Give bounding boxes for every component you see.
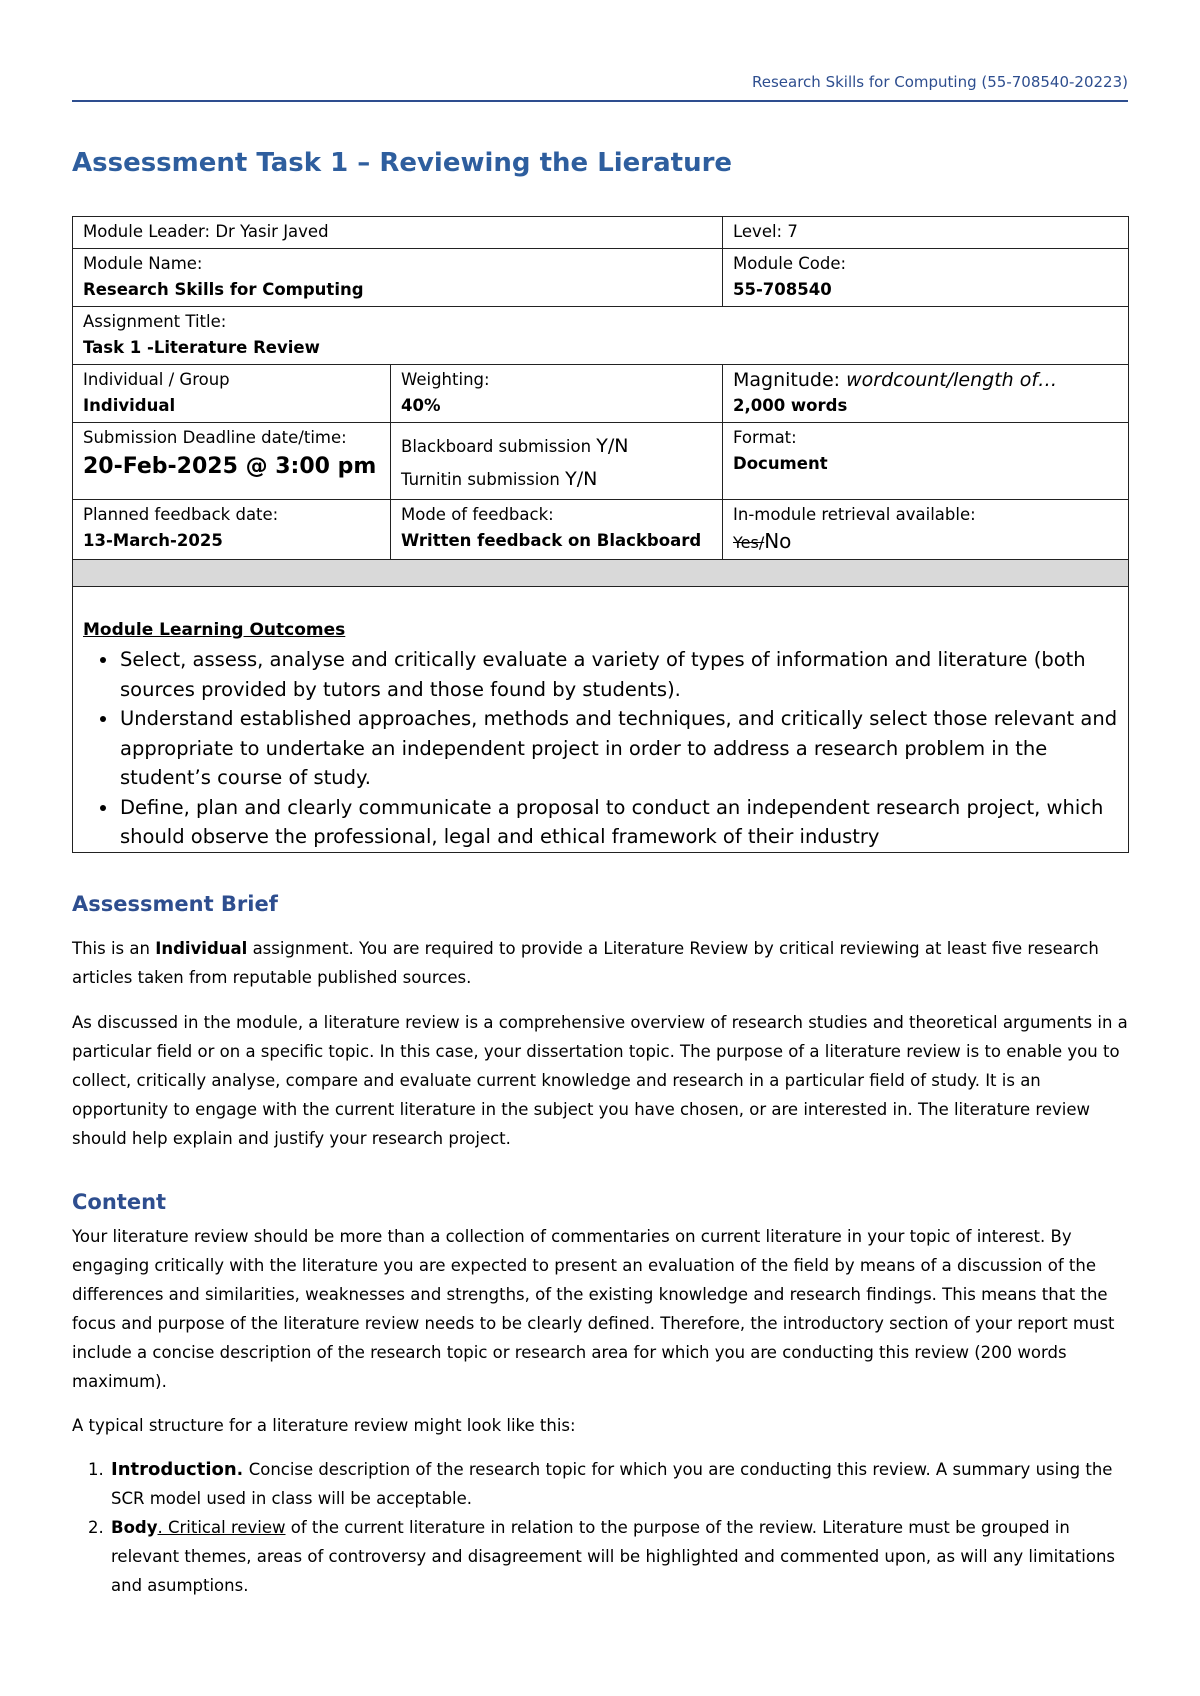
assessment-info-table bbox=[72, 216, 1129, 853]
module-leader: Module Leader: Dr Yasir Javed bbox=[83, 222, 329, 241]
text-run: . bbox=[236, 1460, 249, 1479]
magnitude-label-line bbox=[733, 367, 1118, 393]
list-item: • Select, assess, analyse and critically evaluate a variety of types of information and literature (both sources provided by tutors and those found by students). bbox=[119, 645, 1118, 704]
module-code-cell bbox=[723, 249, 1129, 307]
list-item: • Define, plan and clearly communicate a proposal to conduct an independent research project, which should observe the professional, legal and ethical framework of their industry bbox=[119, 793, 1118, 852]
individual-group: Individual bbox=[83, 396, 176, 415]
magnitude-hint: wordcount/length of… bbox=[846, 369, 1058, 391]
assessment-brief-section bbox=[72, 892, 1128, 1153]
module-code-label: Module Code: bbox=[733, 254, 847, 273]
retrieval-cell bbox=[723, 500, 1129, 560]
content-paragraph-1: Your literature review should be more than a collection of commentaries on current literature in your topic of interest. By engaging critically with the literature you are expected to present an evaluation of the field by means of a discussion of the differences and similarities, weaknesses and strengths, of the existing knowledge and research findings. This means that the focus and purpose of the literature review needs to be clearly defined. Therefore, the introductory section of your report must include a concise description of the research topic or research area for which you are conducting this review (200 words maximum). bbox=[72, 1227, 1115, 1391]
content-paragraph-2: A typical structure for a literature review might look like this: bbox=[72, 1416, 576, 1435]
individual-emphasis: Individual bbox=[155, 939, 248, 958]
assignment-title: Task 1 -Literature Review bbox=[83, 338, 320, 357]
format-cell bbox=[723, 423, 1129, 500]
magnitude-label: Magnitude: bbox=[733, 369, 847, 391]
brief-paragraph-2: As discussed in the module, a literature review is a comprehensive overview of research studies and theoretical arguments in a particular field or on a specific topic. In this case, your dissertation topic. The purpose of a literature review is to enable you to collect, critically analyse, compare and evaluate current knowledge and research in a particular field of study. It is an opportunity to engage with the current literature in the subject you have chosen, or are interested in. The literature review should help explain and justify your research project. bbox=[72, 1013, 1128, 1148]
feedback-mode: Written feedback on Blackboard bbox=[401, 531, 702, 550]
blackboard-value: Y/N bbox=[596, 435, 629, 457]
critical-review-link: Critical review bbox=[167, 1518, 286, 1537]
blackboard-line bbox=[401, 430, 712, 463]
individual-group-cell bbox=[73, 365, 391, 423]
format-label: Format: bbox=[733, 428, 797, 447]
magnitude: 2,000 words bbox=[733, 396, 848, 415]
retrieval-struck: Yes/ bbox=[733, 533, 765, 552]
weighting: 40% bbox=[401, 396, 441, 415]
page-header bbox=[72, 70, 1128, 102]
assignment-title-label: Assignment Title: bbox=[83, 312, 227, 331]
page-title: Assessment Task 1 – Reviewing the Lierature bbox=[72, 148, 733, 178]
blackboard-label: Blackboard submission bbox=[401, 437, 597, 456]
list-item-head: Body bbox=[111, 1518, 158, 1537]
header-course: Research Skills for Computing (55-708540-20223) bbox=[752, 73, 1128, 91]
retrieval-value: No bbox=[764, 529, 792, 553]
level: Level: 7 bbox=[733, 222, 798, 241]
turnitin-value: Y/N bbox=[565, 468, 598, 490]
structure-list bbox=[72, 1455, 1128, 1600]
assessment-brief-heading: Assessment Brief bbox=[72, 892, 278, 916]
turnitin-line bbox=[401, 463, 712, 496]
list-item-text: of the current literature in relation to the purpose of the review. Literature must be grouped in relevant themes, areas of controversy and disagreement will be highlighted and commented upon, as will any limitations and asumptions. bbox=[111, 1518, 1116, 1595]
list-item bbox=[109, 1513, 1128, 1600]
module-leader-cell bbox=[73, 217, 723, 249]
individual-group-label: Individual / Group bbox=[83, 370, 230, 389]
weighting-cell bbox=[391, 365, 723, 423]
list-item: • Understand established approaches, methods and techniques, and critically select those relevant and appropriate to undertake an independent project in order to address a research problem in the student’s course of study. bbox=[119, 704, 1118, 793]
assignment-title-cell bbox=[73, 307, 1129, 365]
list-item-text: Concise description of the research topic for which you are conducting this review. A summary using the SCR model used in class will be acceptable. bbox=[111, 1460, 1113, 1508]
learning-outcomes-title: Module Learning Outcomes bbox=[83, 620, 346, 640]
text-run: . bbox=[157, 1518, 168, 1537]
retrieval-line bbox=[733, 528, 1118, 556]
feedback-date: 13-March-2025 bbox=[83, 531, 223, 550]
feedback-mode-label: Mode of feedback: bbox=[401, 505, 554, 524]
text-run: This is an bbox=[72, 939, 156, 958]
weighting-label: Weighting: bbox=[401, 370, 490, 389]
module-name: Research Skills for Computing bbox=[83, 280, 364, 299]
submission-cell bbox=[391, 423, 723, 500]
list-item bbox=[109, 1455, 1128, 1513]
learning-outcomes-cell bbox=[73, 587, 1129, 853]
module-code: 55-708540 bbox=[733, 280, 832, 299]
format: Document bbox=[733, 454, 828, 473]
content-section bbox=[72, 1190, 1128, 1600]
shaded-divider-row bbox=[73, 560, 1129, 587]
deadline-label: Submission Deadline date/time: bbox=[83, 428, 347, 447]
content-heading: Content bbox=[72, 1190, 167, 1214]
feedback-date-cell bbox=[73, 500, 391, 560]
brief-paragraph-1 bbox=[72, 934, 1128, 992]
level-cell bbox=[723, 217, 1129, 249]
deadline-cell bbox=[73, 423, 391, 500]
magnitude-cell bbox=[723, 365, 1129, 423]
deadline: 20-Feb-2025 @ 3:00 pm bbox=[83, 454, 377, 479]
feedback-date-label: Planned feedback date: bbox=[83, 505, 279, 524]
turnitin-label: Turnitin submission bbox=[401, 470, 566, 489]
module-name-label: Module Name: bbox=[83, 254, 203, 273]
feedback-mode-cell bbox=[391, 500, 723, 560]
list-item-head: Introduction bbox=[111, 1459, 237, 1480]
retrieval-label: In-module retrieval available: bbox=[733, 505, 976, 524]
text-run: assignment. You are required to provide a Literature Review by critical reviewing at least five research articles taken from reputable published sources. bbox=[72, 939, 1099, 987]
module-name-cell bbox=[73, 249, 723, 307]
learning-outcomes-list bbox=[83, 645, 1118, 852]
